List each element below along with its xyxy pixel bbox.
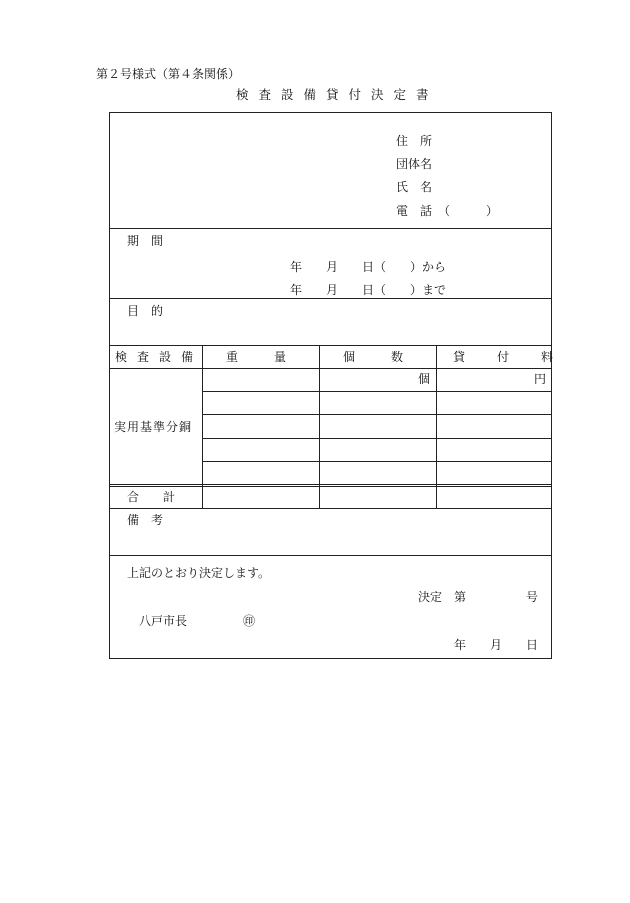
form-id: 第２号様式（第４条関係） <box>96 67 241 81</box>
mayor-label: 八戸市長 <box>139 614 188 628</box>
count-unit: 個 <box>418 372 431 386</box>
divider <box>109 508 552 509</box>
purpose-label: 目 的 <box>127 304 164 318</box>
divider <box>202 461 552 462</box>
total-divider <box>109 484 552 487</box>
period-label: 期 間 <box>127 234 164 248</box>
header-count: 個 数 <box>343 350 404 364</box>
divider <box>109 298 552 299</box>
divider <box>109 555 552 556</box>
applicant-name-label: 氏 名 <box>396 180 433 194</box>
period-from: 年 月 日（ ）から <box>290 260 447 274</box>
period-to: 年 月 日（ ）まで <box>290 283 447 297</box>
divider <box>202 391 552 392</box>
header-weight: 重 量 <box>226 350 287 364</box>
seal-mark: ㊞ <box>243 614 256 628</box>
header-fee: 貸 付 料 <box>453 350 564 364</box>
document-title: 検査設備貸付決定書 <box>236 87 439 102</box>
divider <box>109 345 552 346</box>
column-divider <box>319 345 320 508</box>
total-label: 合 計 <box>127 490 176 504</box>
address-label: 住 所 <box>396 134 433 148</box>
header-equipment: 検査設備 <box>115 350 204 364</box>
divider <box>202 414 552 415</box>
decision-statement: 上記のとおり決定します。 <box>127 566 271 580</box>
column-divider <box>202 345 203 508</box>
group-name-label: 団体名 <box>396 157 433 171</box>
divider <box>109 368 552 369</box>
decision-number: 決定 第 号 <box>418 590 539 604</box>
column-divider <box>436 345 437 508</box>
decision-date: 年 月 日 <box>454 638 539 652</box>
remarks-label: 備 考 <box>127 513 164 527</box>
divider <box>109 228 552 229</box>
row-label-weights: 実用基準分銅 <box>114 420 193 434</box>
phone-label: 電 話 （ ） <box>396 204 499 218</box>
divider <box>202 438 552 439</box>
fee-unit: 円 <box>534 372 547 386</box>
